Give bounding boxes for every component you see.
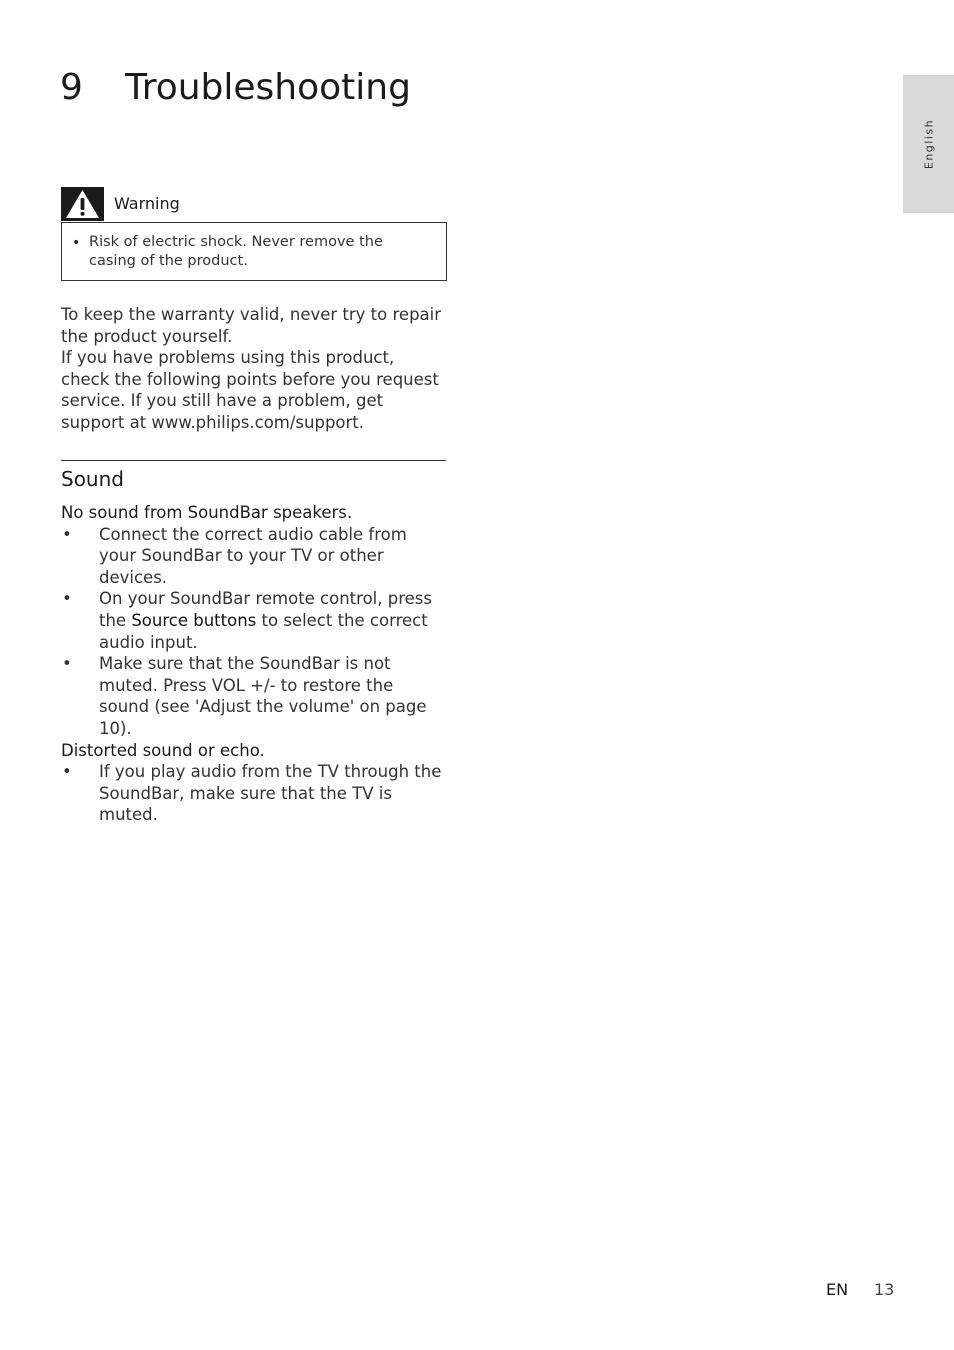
warning-text: Risk of electric shock. Never remove the casing of the product.: [89, 234, 383, 269]
source-buttons-label: Source buttons: [131, 610, 257, 630]
warning-bullet: •: [72, 235, 81, 251]
chapter-number: 9: [60, 67, 83, 108]
bullet: •: [62, 654, 72, 674]
bullet: •: [62, 524, 72, 544]
language-side-tab: [903, 75, 954, 213]
intro-paragraph-support: If you have problems using this product, check the following points before you request service. If you still have a problem, get support at www.philips.com/support.: [61, 348, 439, 432]
intro-text: [61, 304, 447, 434]
problem-title: No sound from SoundBar speakers.: [61, 503, 353, 522]
warning-header: [61, 187, 447, 221]
bullet: •: [62, 589, 72, 609]
tip-text: to select the correct audio input.: [99, 610, 428, 652]
tip-text: Make sure that the SoundBar is not muted. Press VOL +/- to restore the sound (see 'Adjust the volume' on page 10).: [99, 654, 427, 738]
section-divider: [61, 460, 446, 461]
tip-list: [61, 761, 447, 826]
tip-item: [61, 588, 447, 653]
warning-title: Warning: [114, 194, 180, 213]
tip-item: [61, 653, 447, 739]
tip-text: If you play audio from the TV through the SoundBar, make sure that the TV is muted.: [99, 762, 442, 825]
warning-triangle-icon: [61, 187, 104, 221]
sound-troubleshooting-content: [61, 502, 447, 826]
language-tab-label: English: [922, 118, 935, 170]
section-heading-sound: Sound: [61, 467, 124, 491]
tip-item: [61, 524, 447, 589]
footer-language-code: EN: [826, 1280, 849, 1299]
warning-box: [61, 222, 447, 281]
page-title: Troubleshooting: [125, 67, 411, 108]
bullet: •: [62, 762, 72, 782]
tip-text: Connect the correct audio cable from your SoundBar to your TV or other devices.: [99, 524, 407, 587]
tip-text: On your SoundBar remote control, press the: [99, 589, 432, 630]
tip-list: [61, 524, 447, 740]
page-number: 13: [874, 1280, 895, 1299]
problem-title: Distorted sound or echo.: [61, 740, 265, 760]
intro-paragraph-warranty: To keep the warranty valid, never try to repair the product yourself.: [61, 305, 442, 346]
tip-item: [61, 761, 447, 826]
